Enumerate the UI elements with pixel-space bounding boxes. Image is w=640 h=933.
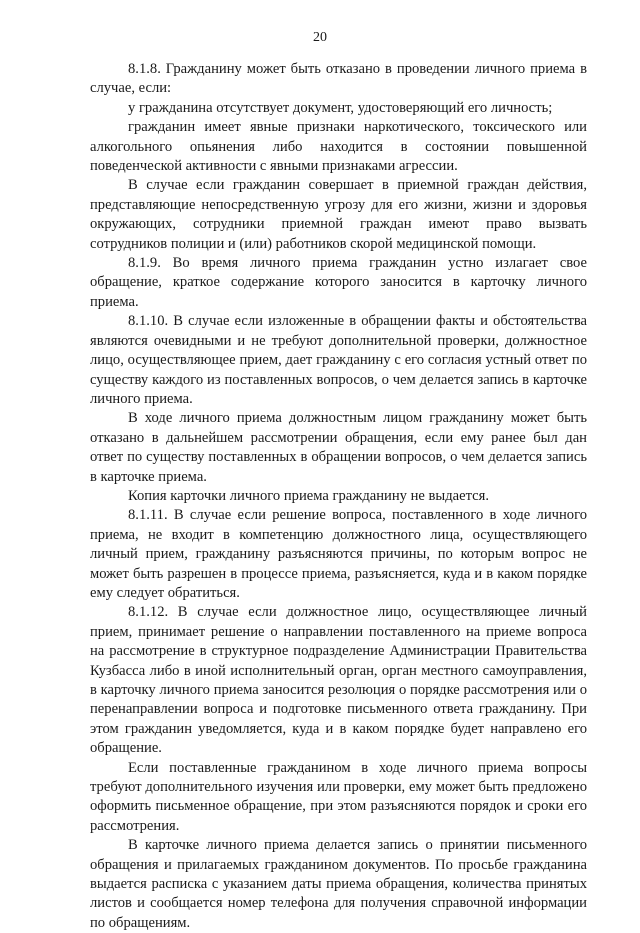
paragraph: 8.1.10. В случае если изложенные в обращении факты и обстоятельства являются очевидными и не требуют дополнительной проверки, должностное лицо, осуществляющее прием, дает гражданину с его согласия устный ответ по существу каждого из поставленных вопросов, о чем делается запись в карточке личного приема. xyxy=(90,313,587,407)
paragraph: В ходе личного приема должностным лицом гражданину может быть отказано в дальнейшем рассмотрении обращения, если ему ранее был дан ответ по существу поставленных в обращении вопросов, о чем делается запись в карточке приема. xyxy=(90,410,587,485)
paragraph: 8.1.11. В случае если решение вопроса, поставленного в ходе личного приема, не входит в компетенцию должностного лица, осуществляющего личный прием, гражданину разъясняются причины, по которым вопрос не может быть разрешен в процессе приема, разъясняется, куда и в каком порядке ему следует обратиться. xyxy=(90,507,587,601)
page-number: 20 xyxy=(313,30,327,45)
paragraph: В карточке личного приема делается запись о принятии письменного обращения и прилагаемых гражданином документов. По просьбе гражданина выдается расписка с указанием даты приема обращения, количества принятых листов и сообщается номер телефона для получения справочной информации по обращениям. xyxy=(90,837,587,931)
paragraph: 8.1.12. В случае если должностное лицо, осуществляющее личный прием, принимает решение о направлении поставленного на приеме вопроса на рассмотрение в структурное подразделение Администрации Правительства Кузбасса либо в иной исполнительный орган, орган местного самоуправления, в карточку личного приема заносится резолюция о порядке рассмотрения или о перенаправлении вопроса и подготовке письменного ответа гражданину. При этом гражданин уведомляется, куда и в каком порядке будет направлено его обращение. xyxy=(90,604,587,757)
paragraph: 8.1.9. Во время личного приема гражданин устно излагает свое обращение, краткое содержание которого заносится в карточку личного приема. xyxy=(90,255,587,310)
paragraph: Копия карточки личного приема гражданину не выдается. xyxy=(128,487,490,504)
paragraph: Если поставленные гражданином в ходе личного приема вопросы требуют дополнительного изучения или проверки, ему может быть предложено оформить письменное обращение, при этом разъясняются порядок и сроки его рассмотрения. xyxy=(90,759,587,834)
paragraph: 8.1.8. Гражданину может быть отказано в проведении личного приема в случае, если: xyxy=(90,61,587,97)
paragraph: гражданин имеет явные признаки наркотического, токсического или алкогольного опьянения либо находится в состоянии повышенной поведенческой активности с явными признаками агрессии. xyxy=(90,119,587,175)
document-body xyxy=(90,60,587,933)
paragraph: у гражданина отсутствует документ, удостоверяющий его личность; xyxy=(128,99,553,116)
paragraph: В случае если гражданин совершает в приемной граждан действия, представляющие непосредственную угрозу для его жизни, жизни и здоровья окружающих, сотрудники приемной граждан имеют право вызвать сотрудников полиции и (или) работников скорой медицинской помощи. xyxy=(90,177,587,252)
